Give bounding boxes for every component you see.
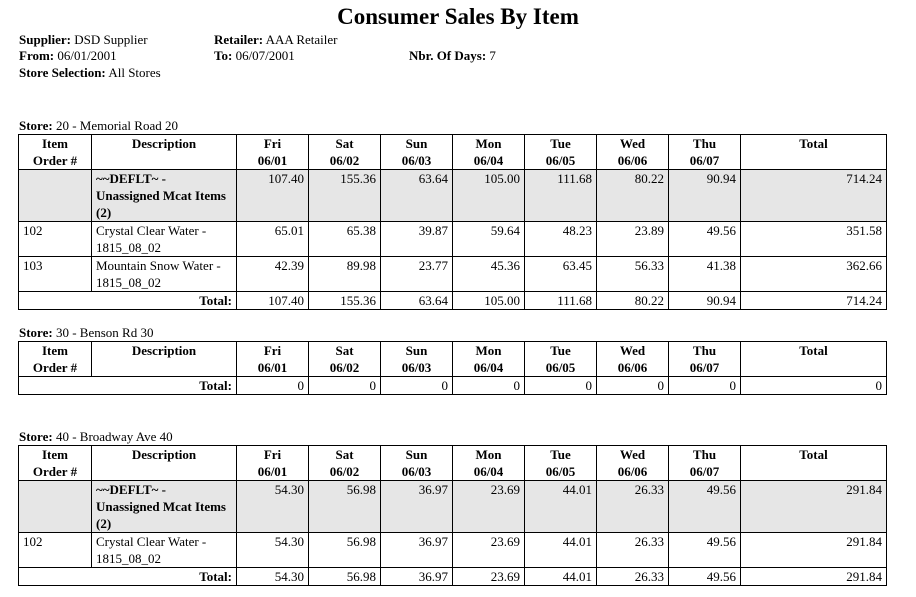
day-value-cell: 44.01: [525, 481, 597, 533]
description-header: Description: [92, 446, 237, 481]
store-heading: [19, 119, 178, 133]
from-value: 06/01/2001: [57, 48, 117, 63]
day-value-cell: 26.33: [597, 533, 669, 568]
table-row: [19, 257, 887, 292]
supplier-field: [19, 32, 148, 48]
description-cell: Crystal Clear Water - 1815_08_02: [92, 533, 237, 568]
day-name: Tue: [550, 136, 571, 151]
days-field: [409, 48, 496, 64]
day-value-cell: 56.98: [309, 481, 381, 533]
table-body: [19, 481, 887, 586]
day-header: [237, 342, 309, 377]
table-row: [19, 222, 887, 257]
day-value-cell: 54.30: [237, 481, 309, 533]
supplier-label: Supplier:: [19, 32, 72, 47]
item-order-header: [19, 135, 92, 170]
store-selection-field: [19, 65, 161, 81]
day-date: 06/07: [689, 464, 720, 479]
day-date: 06/03: [401, 153, 432, 168]
day-value-cell: 105.00: [453, 170, 525, 222]
day-header: [525, 446, 597, 481]
day-total-cell: 0: [309, 377, 381, 395]
store-table: [18, 134, 887, 310]
store-selection-label: Store Selection:: [19, 65, 106, 80]
header-text: Order #: [32, 464, 78, 479]
day-value-cell: 39.87: [381, 222, 453, 257]
description-cell: ~~DEFLT~ - Unassigned Mcat Items (2): [92, 481, 237, 533]
store-label: Store:: [19, 118, 53, 133]
day-total-cell: 56.98: [309, 568, 381, 586]
day-value-cell: 23.89: [597, 222, 669, 257]
day-value-cell: 42.39: [237, 257, 309, 292]
group-row: [19, 170, 887, 222]
day-date: 06/02: [329, 464, 360, 479]
day-name: Thu: [692, 343, 717, 358]
total-header: Total: [741, 135, 887, 170]
store-name: 40 - Broadway Ave 40: [55, 429, 173, 444]
retailer-field: [214, 32, 337, 48]
to-field: [214, 48, 295, 64]
day-value-cell: 56.98: [309, 533, 381, 568]
report-title: Consumer Sales By Item: [337, 4, 579, 29]
grand-total-cell: 0: [741, 377, 887, 395]
day-value-cell: 41.38: [669, 257, 741, 292]
day-total-cell: 63.64: [381, 292, 453, 310]
day-name: Mon: [475, 447, 502, 462]
item-order-cell: [19, 481, 92, 533]
day-value-cell: 65.38: [309, 222, 381, 257]
day-name: Sat: [335, 343, 354, 358]
day-name: Wed: [619, 343, 646, 358]
row-total-cell: 291.84: [741, 481, 887, 533]
day-date: 06/04: [473, 153, 504, 168]
day-name: Thu: [692, 447, 717, 462]
table-header: [19, 342, 887, 377]
day-name: Wed: [619, 447, 646, 462]
day-header: [237, 446, 309, 481]
day-date: 06/03: [401, 360, 432, 375]
total-label: Total:: [19, 568, 237, 586]
header-row: [19, 135, 887, 170]
day-header: [381, 135, 453, 170]
day-total-cell: 36.97: [381, 568, 453, 586]
grand-total-cell: 291.84: [741, 568, 887, 586]
store-heading: [19, 326, 153, 340]
description-header: Description: [92, 135, 237, 170]
day-total-cell: 0: [525, 377, 597, 395]
header-text: Order #: [32, 360, 78, 375]
day-value-cell: 49.56: [669, 533, 741, 568]
day-value-cell: 89.98: [309, 257, 381, 292]
day-total-cell: 111.68: [525, 292, 597, 310]
day-header: [597, 342, 669, 377]
day-name: Mon: [475, 136, 502, 151]
day-name: Sun: [405, 136, 428, 151]
totals-row: [19, 568, 887, 586]
day-total-cell: 26.33: [597, 568, 669, 586]
day-total-cell: 54.30: [237, 568, 309, 586]
header-text: Item: [42, 447, 68, 462]
day-total-cell: 44.01: [525, 568, 597, 586]
day-date: 06/06: [617, 360, 648, 375]
description-header: Description: [92, 342, 237, 377]
day-date: 06/07: [689, 360, 720, 375]
day-date: 06/01: [257, 360, 288, 375]
day-total-cell: 155.36: [309, 292, 381, 310]
retailer-label: Retailer:: [214, 32, 264, 47]
day-value-cell: 59.64: [453, 222, 525, 257]
day-value-cell: 107.40: [237, 170, 309, 222]
table-row: [19, 533, 887, 568]
row-total-cell: 362.66: [741, 257, 887, 292]
group-row: [19, 481, 887, 533]
day-total-cell: 0: [597, 377, 669, 395]
day-name: Sat: [335, 136, 354, 151]
header-text: Item: [42, 136, 68, 151]
table-body: [19, 170, 887, 310]
day-total-cell: 105.00: [453, 292, 525, 310]
day-total-cell: 23.69: [453, 568, 525, 586]
totals-row: [19, 292, 887, 310]
header-row: [19, 342, 887, 377]
day-name: Tue: [550, 447, 571, 462]
store-name: 30 - Benson Rd 30: [55, 325, 154, 340]
day-value-cell: 23.69: [453, 533, 525, 568]
day-date: 06/02: [329, 360, 360, 375]
supplier-value: DSD Supplier: [74, 32, 148, 47]
from-field: [19, 48, 117, 64]
row-total-cell: 714.24: [741, 170, 887, 222]
day-name: Fri: [263, 343, 282, 358]
day-header: [453, 342, 525, 377]
day-total-cell: 0: [381, 377, 453, 395]
day-header: [669, 342, 741, 377]
item-order-cell: 103: [19, 257, 92, 292]
day-name: Thu: [692, 136, 717, 151]
header-text: Item: [42, 343, 68, 358]
day-date: 06/05: [545, 464, 576, 479]
store-table: [18, 445, 887, 586]
header-text: Order #: [32, 153, 78, 168]
day-header: [381, 446, 453, 481]
day-value-cell: 26.33: [597, 481, 669, 533]
store-heading: [19, 430, 173, 444]
total-header: Total: [741, 446, 887, 481]
to-label: To:: [214, 48, 233, 63]
day-date: 06/01: [257, 464, 288, 479]
item-order-cell: [19, 170, 92, 222]
day-header: [309, 342, 381, 377]
day-header: [453, 446, 525, 481]
total-header: Total: [741, 342, 887, 377]
description-cell: Mountain Snow Water - 1815_08_02: [92, 257, 237, 292]
day-total-cell: 107.40: [237, 292, 309, 310]
day-header: [597, 446, 669, 481]
day-value-cell: 65.01: [237, 222, 309, 257]
table-body: [19, 377, 887, 395]
day-header: [669, 446, 741, 481]
day-date: 06/06: [617, 153, 648, 168]
day-value-cell: 56.33: [597, 257, 669, 292]
day-date: 06/03: [401, 464, 432, 479]
day-value-cell: 80.22: [597, 170, 669, 222]
day-name: Sun: [405, 343, 428, 358]
description-cell: Crystal Clear Water - 1815_08_02: [92, 222, 237, 257]
item-order-header: [19, 342, 92, 377]
from-label: From:: [19, 48, 55, 63]
retailer-value: AAA Retailer: [265, 32, 338, 47]
store-label: Store:: [19, 325, 53, 340]
day-name: Tue: [550, 343, 571, 358]
day-date: 06/04: [473, 360, 504, 375]
store-name: 20 - Memorial Road 20: [55, 118, 178, 133]
day-value-cell: 155.36: [309, 170, 381, 222]
day-value-cell: 49.56: [669, 481, 741, 533]
day-total-cell: 0: [237, 377, 309, 395]
day-header: [453, 135, 525, 170]
day-date: 06/02: [329, 153, 360, 168]
day-value-cell: 54.30: [237, 533, 309, 568]
day-header: [309, 446, 381, 481]
days-value: 7: [489, 48, 496, 63]
total-label: Total:: [19, 377, 237, 395]
day-header: [597, 135, 669, 170]
day-header: [669, 135, 741, 170]
store-label: Store:: [19, 429, 53, 444]
day-header: [237, 135, 309, 170]
days-label: Nbr. Of Days:: [409, 48, 487, 63]
day-date: 06/05: [545, 153, 576, 168]
day-total-cell: 80.22: [597, 292, 669, 310]
day-value-cell: 45.36: [453, 257, 525, 292]
header-row: [19, 446, 887, 481]
day-value-cell: 49.56: [669, 222, 741, 257]
day-value-cell: 36.97: [381, 481, 453, 533]
day-name: Sat: [335, 447, 354, 462]
day-value-cell: 111.68: [525, 170, 597, 222]
day-date: 06/06: [617, 464, 648, 479]
table-header: [19, 446, 887, 481]
total-label: Total:: [19, 292, 237, 310]
item-order-cell: 102: [19, 222, 92, 257]
day-date: 06/01: [257, 153, 288, 168]
day-value-cell: 36.97: [381, 533, 453, 568]
description-cell: ~~DEFLT~ - Unassigned Mcat Items (2): [92, 170, 237, 222]
row-total-cell: 351.58: [741, 222, 887, 257]
totals-row: [19, 377, 887, 395]
day-value-cell: 90.94: [669, 170, 741, 222]
day-name: Wed: [619, 136, 646, 151]
day-value-cell: 23.69: [453, 481, 525, 533]
day-header: [309, 135, 381, 170]
day-header: [525, 342, 597, 377]
day-name: Fri: [263, 447, 282, 462]
day-name: Sun: [405, 447, 428, 462]
day-name: Mon: [475, 343, 502, 358]
day-header: [381, 342, 453, 377]
day-value-cell: 48.23: [525, 222, 597, 257]
to-value: 06/07/2001: [235, 48, 295, 63]
day-value-cell: 63.64: [381, 170, 453, 222]
row-total-cell: 291.84: [741, 533, 887, 568]
day-header: [525, 135, 597, 170]
day-date: 06/05: [545, 360, 576, 375]
item-order-header: [19, 446, 92, 481]
store-selection-value: All Stores: [108, 65, 161, 80]
day-date: 06/04: [473, 464, 504, 479]
store-table: [18, 341, 887, 395]
day-total-cell: 0: [669, 377, 741, 395]
item-order-cell: 102: [19, 533, 92, 568]
day-date: 06/07: [689, 153, 720, 168]
day-name: Fri: [263, 136, 282, 151]
day-total-cell: 0: [453, 377, 525, 395]
day-value-cell: 23.77: [381, 257, 453, 292]
day-value-cell: 63.45: [525, 257, 597, 292]
table-header: [19, 135, 887, 170]
grand-total-cell: 714.24: [741, 292, 887, 310]
day-total-cell: 90.94: [669, 292, 741, 310]
day-total-cell: 49.56: [669, 568, 741, 586]
day-value-cell: 44.01: [525, 533, 597, 568]
